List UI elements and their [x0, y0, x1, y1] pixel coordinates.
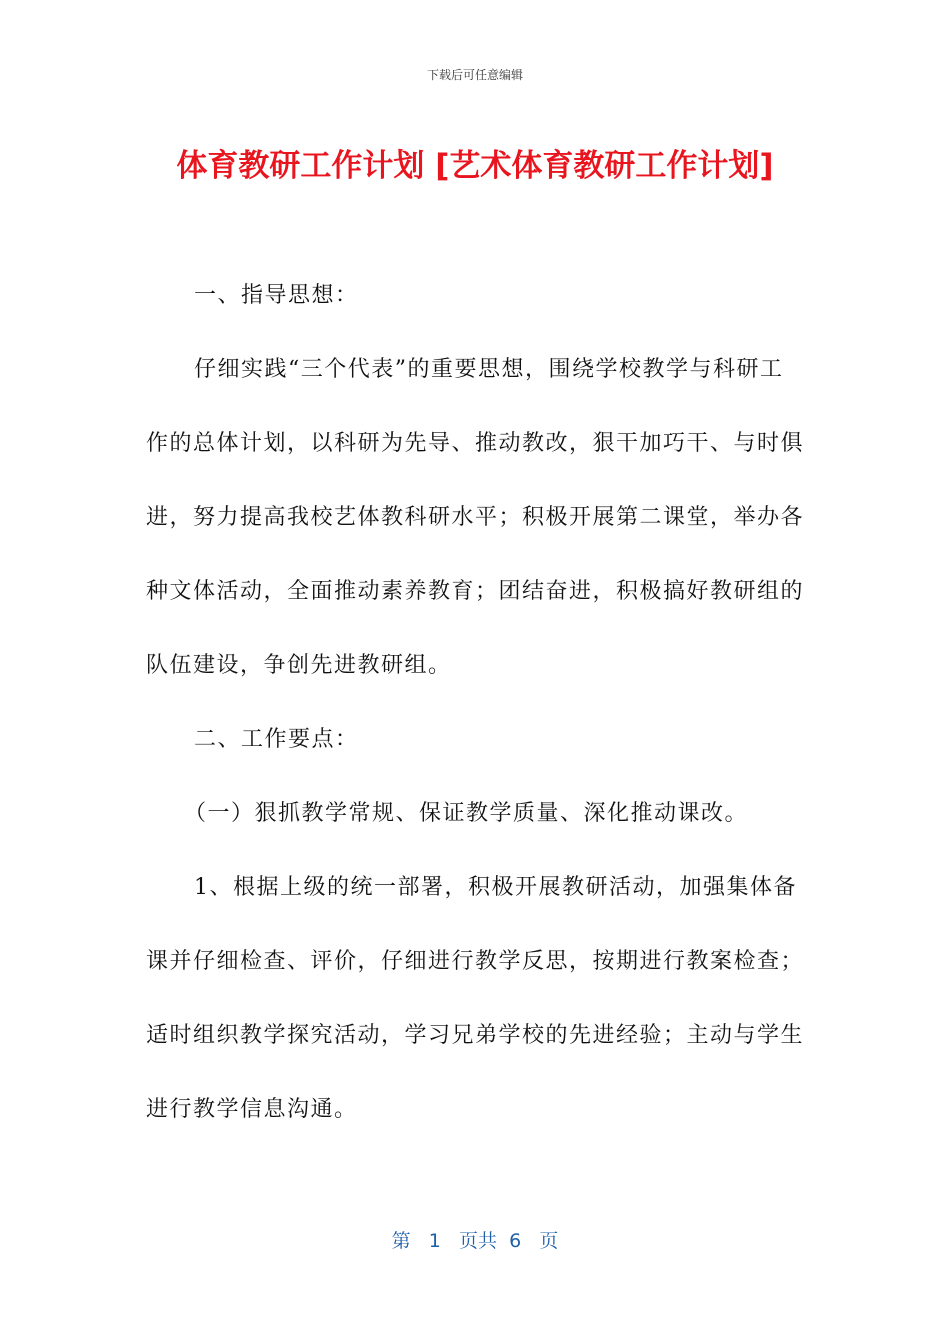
- section-heading-2: 二、工作要点：: [194, 727, 359, 752]
- paragraph-guiding-thought: 仔细实践“三个代表”的重要思想，围绕学校教学与科研工作的总体计划，以科研为先导、推动教改，狠干加巧干、与时俱进，努力提高我校艺体教科研水平；积极开展第二课堂，举办各种文体活动，全面推动素养教育；团结奋进，积极搞好教研组的队伍建设，争创先进教研组。: [146, 357, 805, 678]
- footer-label-page: 第: [391, 1230, 411, 1252]
- section-heading-1: 一、指导思想：: [194, 283, 359, 308]
- document-body: [146, 259, 806, 1147]
- document-title: 体育教研工作计划 [艺术体育教研工作计划]: [176, 148, 774, 184]
- footer-current-page: 1: [428, 1230, 441, 1252]
- subsection-heading-1: （一）狠抓教学常规、保证教学质量、深化推动课改。: [184, 801, 749, 826]
- footer-label-end: 页: [539, 1230, 559, 1252]
- header-note: 下载后可任意编辑: [426, 68, 523, 82]
- footer-label-total: 页共: [459, 1230, 498, 1252]
- paragraph-item-1: 1、根据上级的统一部署，积极开展教研活动，加强集体备课并仔细检查、评价，仔细进行教学反思，按期进行教案检查；适时组织教学探究活动，学习兄弟学校的先进经验；主动与学生进行教学信息沟通。: [146, 875, 805, 1122]
- page-footer: [0, 1226, 950, 1253]
- footer-total-pages: 6: [509, 1230, 522, 1252]
